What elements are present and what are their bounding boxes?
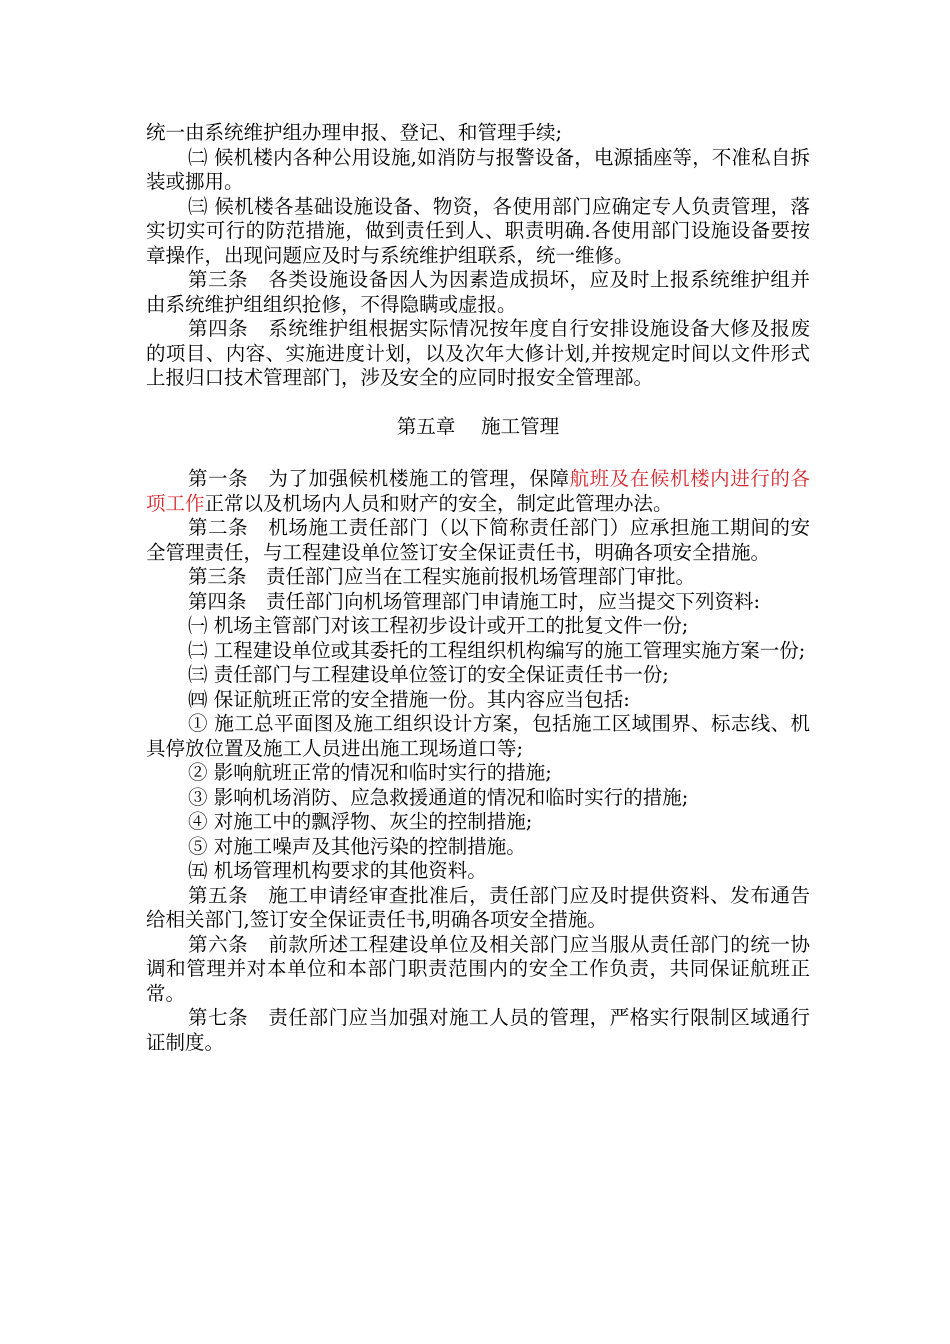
paragraph-item-3: ㈢ 候机楼各基础设施设备、物资，各使用部门应确定专人负责管理，落实切实可行的防范措施，做到责任到人、职责明确.各使用部门设施设备要按章操作，出现问题应及时与系统维护组联系，统一维修。 (146, 194, 810, 267)
list-item-3: ㈢ 责任部门与工程建设单位签订的安全保证责任书一份; (188, 663, 669, 686)
article-7: 第七条 责任部门应当加强对施工人员的管理，严格实行限制区域通行证制度。 (146, 1006, 810, 1054)
article-4: 第四条 系统维护组根据实际情况按年度自行安排设施设备大修及报废的项目、内容、实施进度计划，以及次年大修计划,并按规定时间以文件形式上报归口技术管理部门，涉及安全的应同时报安全管理部。 (146, 317, 810, 389)
article-6: 第六条 前款所述工程建设单位及相关部门应当服从责任部门的统一协调和管理并对本单位和本部门职责范围内的安全工作负责，共同保证航班正常。 (146, 932, 810, 1005)
list-item-4: ㈣ 保证航班正常的安全措施一份。其内容应当包括: (188, 687, 630, 711)
article-1 (146, 467, 810, 516)
paragraph-continuation: 统一由系统维护组办理申报、登记、和管理手续; (146, 121, 563, 144)
article-2: 第二条 机场施工责任部门（以下简称责任部门）应承担施工期间的安全管理责任，与工程建设单位签订安全保证责任书，明确各项安全措施。 (146, 516, 810, 564)
article-1-text-end: 正常以及机场内人员和财产的安全，制定此管理办法。 (204, 491, 673, 515)
highlighted-text: 航班及在候机楼内进行的各项工作 (146, 467, 810, 515)
article-3: 第三条 各类设施设备因人为因素造成损坏，应及时上报系统维护组并由系统维护组组织抢修，不得隐瞒或虚报。 (146, 268, 810, 316)
article-1-text: 第一条 为了加强候机楼施工的管理，保障 (188, 467, 570, 490)
article-5: 第五条 施工申请经审查批准后，责任部门应及时提供资料、发布通告给相关部门,签订安全保证责任书,明确各项安全措施。 (146, 883, 810, 931)
article-3b: 第三条 责任部门应当在工程实施前报机场管理部门审批。 (188, 565, 696, 588)
chapter-heading: 第五章 施工管理 (396, 414, 560, 438)
list-item-5: ㈤ 机场管理机构要求的其他资料。 (188, 859, 487, 882)
list-item-2: ㈡ 工程建设单位或其委托的工程组织机构编写的施工管理实施方案一份; (188, 638, 806, 662)
document-page (146, 121, 810, 1055)
paragraph-item-2: ㈡ 候机楼内各种公用设施,如消防与报警设备，电源插座等，不准私自拆装或挪用。 (146, 145, 810, 193)
sub-item-2: ② 影响航班正常的情况和临时实行的措施; (188, 761, 552, 784)
list-item-1: ㈠ 机场主管部门对该工程初步设计或开工的批复文件一份; (188, 614, 689, 637)
sub-item-3: ③ 影响机场消防、应急救援通道的情况和临时实行的措施; (188, 785, 689, 809)
article-4b: 第四条 责任部门向机场管理部门申请施工时，应当提交下列资料: (188, 589, 761, 613)
sub-item-1: ① 施工总平面图及施工组织设计方案，包括施工区域围界、标志线、机具停放位置及施工人员进出施工现场道口等; (146, 712, 810, 760)
sub-item-4: ④ 对施工中的飘浮物、灰尘的控制措施; (188, 810, 533, 833)
sub-item-5: ⑤ 对施工噪声及其他污染的控制措施。 (188, 834, 526, 858)
